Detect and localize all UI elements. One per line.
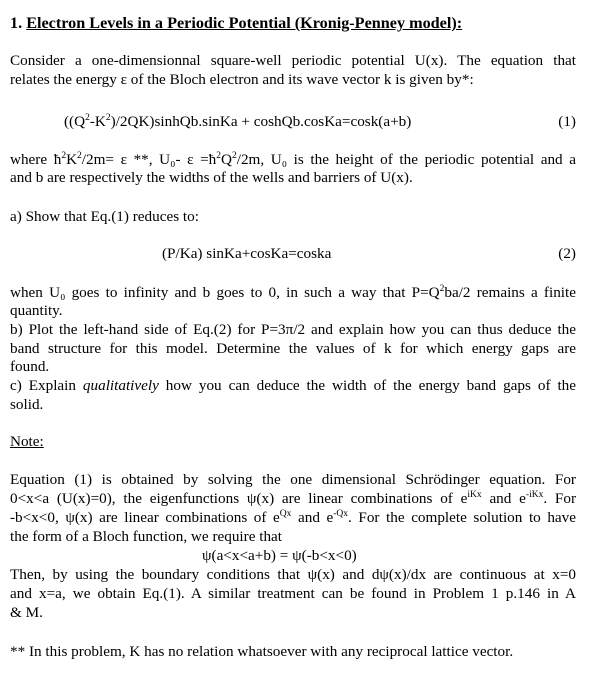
equation-2: (P/Ka) sinKa+cosKa=coska (162, 245, 332, 262)
note-heading: Note: (10, 433, 44, 450)
part-b-line-1: b) Plot the left-hand side of Eq.(2) for P=3π/2 and explain how you can thus deduce the (10, 321, 576, 338)
limit-line-2: quantity. (10, 302, 63, 319)
intro-line-1: Consider a one-dimensionnal square-well periodic potential U(x). The equation that (10, 52, 576, 69)
part-b-line-3: found. (10, 358, 50, 375)
part-c-line-2: solid. (10, 396, 44, 413)
explanation-line-3: -b<x<0, ψ(x) are linear combinations of $e^{Qx}$ and $e^{-Qx}$. For the complete solution to have (10, 509, 577, 526)
limit-line-1: when U₀ goes to infinity and b goes to 0, in such a way that $P=Q^2ba/2$ remains a finite (10, 284, 576, 301)
title-number: 1. (10, 14, 27, 32)
part-a: a) Show that Eq.(1) reduces to: (10, 208, 199, 225)
equation-1-number: (1) (558, 113, 576, 130)
intro-line-2: relates the energy ε of the Bloch electron and its wave vector k is given by*: (10, 71, 474, 88)
equation-2-number: (2) (558, 245, 576, 262)
explanation-line-2: 0<x<a (U(x)=0), the eigenfunctions ψ(x) are linear combinations of $e^{iKx}$ and $e^{-iKx}$. For (10, 490, 577, 507)
explanation-line-1: Equation (1) is obtained by solving the one dimensional Schrödinger equation. For (10, 471, 576, 488)
bloch-condition: ψ(a<x<a+b) = ψ(-b<x<0) (202, 547, 357, 564)
explanation-line-4: the form of a Bloch function, we require that (10, 528, 283, 545)
equation-1: $((Q^2-K^2)/2QK)sinhQb.sinKa$ + coshQb.cosKa=cosk(a+b) (64, 113, 412, 130)
where-line-1: where $ħ^2K^2/2m= \varepsilon$ **, U₀- $\varepsilon =ħ^2Q^2/2m$, U₀ is the height of the periodic potential and a (10, 151, 576, 168)
where-line-2: and b are respectively the widths of the wells and barriers of U(x). (10, 169, 413, 186)
title-text: Electron Levels in a Periodic Potential (Kronig-Penney model): (26, 14, 463, 32)
problem-title (10, 14, 462, 33)
explanation-line-6: and x=a, we obtain Eq.(1). A similar treatment can be found in Problem 1 p.146 in A (10, 585, 576, 602)
footnote: ** In this problem, K has no relation whatsoever with any reciprocal lattice vector. (10, 643, 514, 660)
explanation-line-7: & M. (10, 604, 43, 621)
part-b-line-2: band structure for this model. Determine the values of k for which energy gaps are (10, 340, 576, 357)
part-c-line-1: c) Explain qualitatively how you can deduce the width of the energy band gaps of the (10, 377, 577, 394)
explanation-line-5: Then, by using the boundary conditions that ψ(x) and dψ(x)/dx are continuous at x=0 (10, 566, 576, 583)
